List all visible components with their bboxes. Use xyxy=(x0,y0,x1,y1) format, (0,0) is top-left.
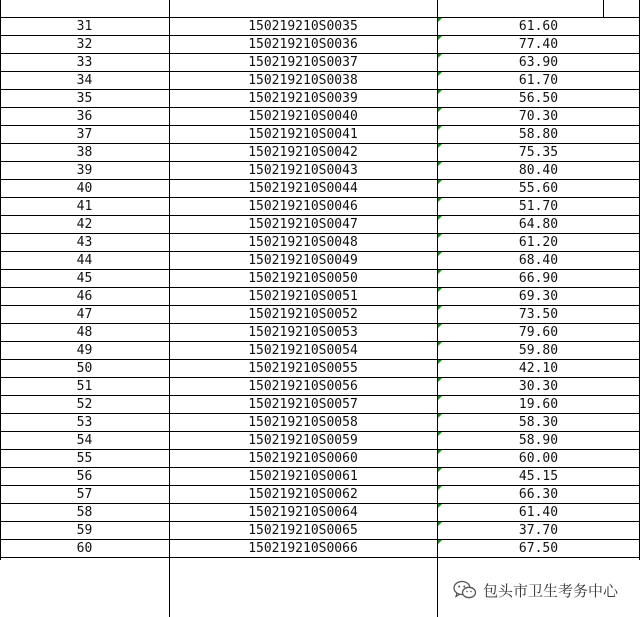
row-number-cell: 47 xyxy=(76,307,93,322)
score-cell: 59.80 xyxy=(518,343,559,358)
exam-id-cell: 150219210S0048 xyxy=(248,235,358,250)
table-row xyxy=(0,360,640,378)
row-number-cell: 37 xyxy=(76,127,93,142)
table-row xyxy=(0,270,640,288)
table-row xyxy=(0,468,640,486)
table-row xyxy=(0,216,640,234)
row-number-cell: 46 xyxy=(76,289,93,304)
exam-id-cell: 150219210S0047 xyxy=(248,217,358,232)
row-number-cell: 32 xyxy=(76,37,93,52)
table-row xyxy=(0,72,640,90)
exam-id-cell: 150219210S0051 xyxy=(248,289,358,304)
score-cell: 66.30 xyxy=(518,487,559,502)
row-number-cell: 48 xyxy=(76,325,93,340)
exam-id-cell: 150219210S0050 xyxy=(248,271,358,286)
exam-id-cell: 150219210S0064 xyxy=(248,505,358,520)
exam-id-cell: 150219210S0052 xyxy=(248,307,358,322)
wechat-icon xyxy=(453,580,477,600)
exam-id-cell: 150219210S0049 xyxy=(248,253,358,268)
row-number-cell: 42 xyxy=(76,217,93,232)
score-cell: 61.60 xyxy=(518,19,559,34)
row-number-cell: 56 xyxy=(76,469,93,484)
table-row xyxy=(0,306,640,324)
table-row xyxy=(0,504,640,522)
score-cell: 79.60 xyxy=(518,325,559,340)
table-row xyxy=(0,54,640,72)
grid-line-col1 xyxy=(169,0,170,617)
table-row xyxy=(0,90,640,108)
exam-id-cell: 150219210S0039 xyxy=(248,91,358,106)
exam-id-cell: 150219210S0040 xyxy=(248,109,358,124)
score-cell: 42.10 xyxy=(518,361,559,376)
exam-id-cell: 150219210S0060 xyxy=(248,451,358,466)
score-cell: 73.50 xyxy=(518,307,559,322)
exam-id-cell: 150219210S0041 xyxy=(248,127,358,142)
table-row xyxy=(0,162,640,180)
exam-id-cell: 150219210S0059 xyxy=(248,433,358,448)
score-cell: 56.50 xyxy=(518,91,559,106)
exam-id-cell: 150219210S0057 xyxy=(248,397,358,412)
table-row xyxy=(0,432,640,450)
exam-id-cell: 150219210S0062 xyxy=(248,487,358,502)
table-row xyxy=(0,180,640,198)
score-cell: 55.60 xyxy=(518,181,559,196)
score-cell: 66.90 xyxy=(518,271,559,286)
table-row xyxy=(0,450,640,468)
grid-line-left xyxy=(0,0,1,560)
grid-line-col3-top xyxy=(603,0,604,18)
table-row xyxy=(0,126,640,144)
row-number-cell: 44 xyxy=(76,253,93,268)
table-row xyxy=(0,396,640,414)
exam-id-cell: 150219210S0066 xyxy=(248,541,358,556)
exam-id-cell: 150219210S0038 xyxy=(248,73,358,88)
row-number-cell: 50 xyxy=(76,361,93,376)
table-row xyxy=(0,18,640,36)
score-table xyxy=(0,18,640,558)
exam-id-cell: 150219210S0053 xyxy=(248,325,358,340)
score-cell: 30.30 xyxy=(518,379,559,394)
score-cell: 67.50 xyxy=(518,541,559,556)
row-number-cell: 39 xyxy=(76,163,93,178)
score-cell: 51.70 xyxy=(518,199,559,214)
row-number-cell: 45 xyxy=(76,271,93,286)
table-row xyxy=(0,324,640,342)
score-cell: 69.30 xyxy=(518,289,559,304)
grid-line-col2 xyxy=(437,0,438,617)
table-row xyxy=(0,522,640,540)
row-number-cell: 59 xyxy=(76,523,93,538)
row-number-cell: 51 xyxy=(76,379,93,394)
table-row xyxy=(0,252,640,270)
exam-id-cell: 150219210S0058 xyxy=(248,415,358,430)
exam-id-cell: 150219210S0054 xyxy=(248,343,358,358)
exam-id-cell: 150219210S0043 xyxy=(248,163,358,178)
row-number-cell: 38 xyxy=(76,145,93,160)
table-row xyxy=(0,342,640,360)
score-cell: 64.80 xyxy=(518,217,559,232)
row-number-cell: 33 xyxy=(76,55,93,70)
row-number-cell: 41 xyxy=(76,199,93,214)
score-cell: 61.20 xyxy=(518,235,559,250)
score-cell: 68.40 xyxy=(518,253,559,268)
row-number-cell: 54 xyxy=(76,433,93,448)
exam-id-cell: 150219210S0055 xyxy=(248,361,358,376)
table-row xyxy=(0,108,640,126)
watermark-text: 包头市卫生考务中心 xyxy=(482,581,618,600)
score-cell: 70.30 xyxy=(518,109,559,124)
row-number-cell: 58 xyxy=(76,505,93,520)
table-row xyxy=(0,486,640,504)
row-number-cell: 36 xyxy=(76,109,93,124)
score-cell: 80.40 xyxy=(518,163,559,178)
exam-id-cell: 150219210S0044 xyxy=(248,181,358,196)
table-row xyxy=(0,540,640,558)
table-row xyxy=(0,36,640,54)
row-number-cell: 55 xyxy=(76,451,93,466)
score-cell: 75.35 xyxy=(518,145,559,160)
row-number-cell: 52 xyxy=(76,397,93,412)
table-row xyxy=(0,414,640,432)
table-row xyxy=(0,378,640,396)
table-row xyxy=(0,198,640,216)
table-row xyxy=(0,288,640,306)
score-cell: 19.60 xyxy=(518,397,559,412)
score-cell: 60.00 xyxy=(518,451,559,466)
exam-id-cell: 150219210S0046 xyxy=(248,199,358,214)
exam-id-cell: 150219210S0056 xyxy=(248,379,358,394)
exam-id-cell: 150219210S0037 xyxy=(248,55,358,70)
score-cell: 77.40 xyxy=(518,37,559,52)
table-row xyxy=(0,234,640,252)
score-cell: 37.70 xyxy=(518,523,559,538)
row-number-cell: 53 xyxy=(76,415,93,430)
exam-id-cell: 150219210S0036 xyxy=(248,37,358,52)
exam-id-cell: 150219210S0035 xyxy=(248,19,358,34)
score-cell: 61.70 xyxy=(518,73,559,88)
score-cell: 58.30 xyxy=(518,415,559,430)
row-number-cell: 60 xyxy=(76,541,93,556)
score-cell: 63.90 xyxy=(518,55,559,70)
row-number-cell: 31 xyxy=(76,19,93,34)
row-number-cell: 35 xyxy=(76,91,93,106)
row-number-cell: 34 xyxy=(76,73,93,88)
score-cell: 58.80 xyxy=(518,127,559,142)
table-top-partial-row xyxy=(0,0,640,18)
row-number-cell: 57 xyxy=(76,487,93,502)
table-row xyxy=(0,144,640,162)
row-number-cell: 40 xyxy=(76,181,93,196)
score-cell: 45.15 xyxy=(518,469,559,484)
row-number-cell: 49 xyxy=(76,343,93,358)
score-cell: 58.90 xyxy=(518,433,559,448)
row-number-cell: 43 xyxy=(76,235,93,250)
score-cell: 61.40 xyxy=(518,505,559,520)
exam-id-cell: 150219210S0065 xyxy=(248,523,358,538)
exam-id-cell: 150219210S0042 xyxy=(248,145,358,160)
exam-id-cell: 150219210S0061 xyxy=(248,469,358,484)
watermark xyxy=(453,579,618,601)
